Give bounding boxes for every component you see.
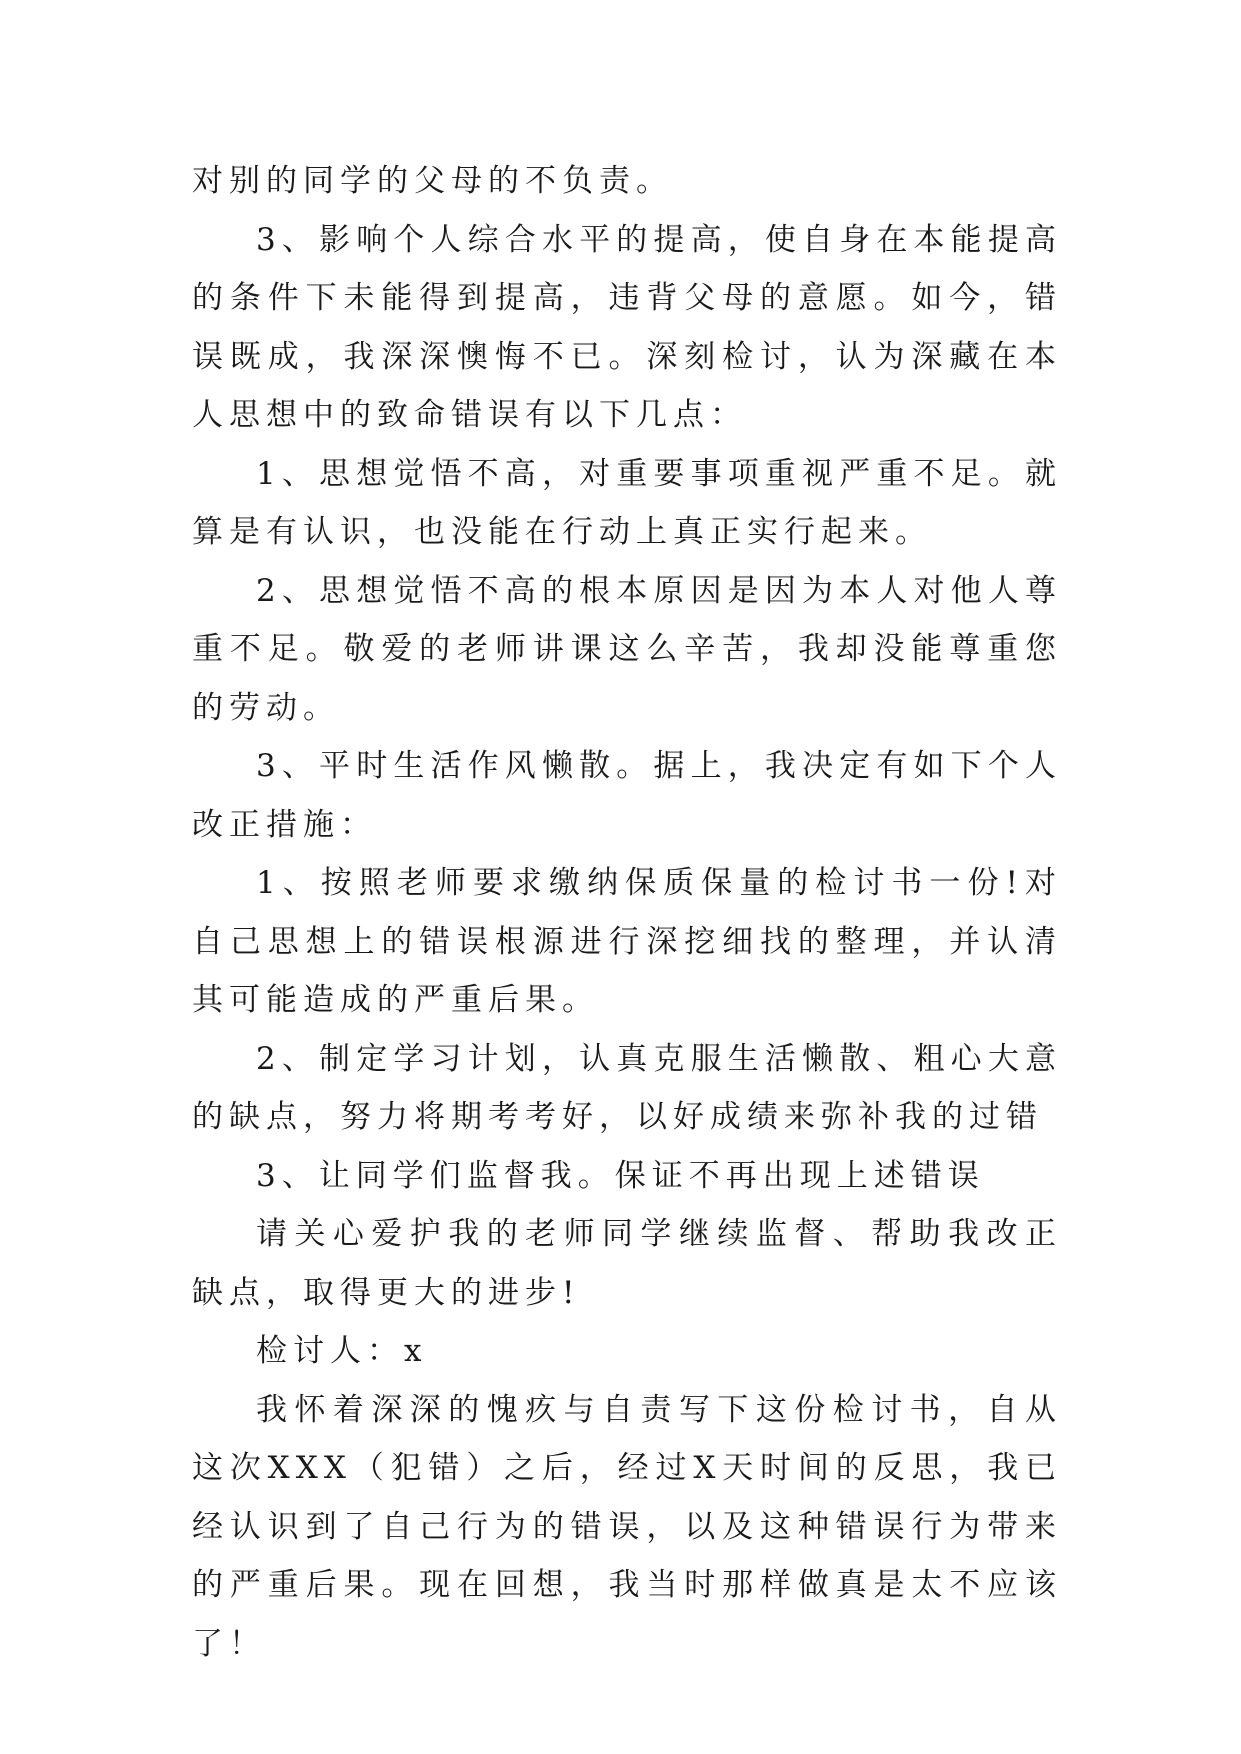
document-body xyxy=(192,152,1062,1673)
paragraph-11: 我怀着深深的愧疚与自责写下这份检讨书，自从这次XXX（犯错）之后，经过X天时间的反思，我已经认识到了自己行为的错误，以及这种错误行为带来的严重后果。现在回想，我当时那样做真是太不应该了！ xyxy=(192,1391,1062,1662)
paragraph-8: 3、让同学们监督我。保证不再出现上述错误 xyxy=(256,1157,985,1194)
paragraph-4: 2、思想觉悟不高的根本原因是因为本人对他人尊重不足。敬爱的老师讲课这么辛苦，我却没能尊重您的劳动。 xyxy=(192,572,1062,726)
paragraph-9: 请关心爱护我的老师同学继续监督、帮助我改正缺点，取得更大的进步! xyxy=(192,1216,1062,1311)
paragraph-5: 3、平时生活作风懒散。据上，我决定有如下个人改正措施： xyxy=(192,748,1062,843)
paragraph-2: 3、影响个人综合水平的提高，使自身在本能提高的条件下未能得到提高，违背父母的意愿。如今，错误既成，我深深懊悔不已。深刻检讨，认为深藏在本人思想中的致命错误有以下几点： xyxy=(192,221,1062,433)
paragraph-3: 1、思想觉悟不高，对重要事项重视严重不足。就算是有认识，也没能在行动上真正实行起来。 xyxy=(192,455,1062,550)
signature-line: 检讨人：x xyxy=(256,1333,428,1369)
paragraph-7: 2、制定学习计划，认真克服生活懒散、粗心大意的缺点，努力将期考考好，以好成绩来弥补我的过错 xyxy=(192,1040,1062,1135)
paragraph-1: 对别的同学的父母的不负责。 xyxy=(192,163,673,199)
paragraph-6: 1、按照老师要求缴纳保质保量的检讨书一份!对自己思想上的错误根源进行深挖细找的整理，并认清其可能造成的严重后果。 xyxy=(192,865,1062,1018)
